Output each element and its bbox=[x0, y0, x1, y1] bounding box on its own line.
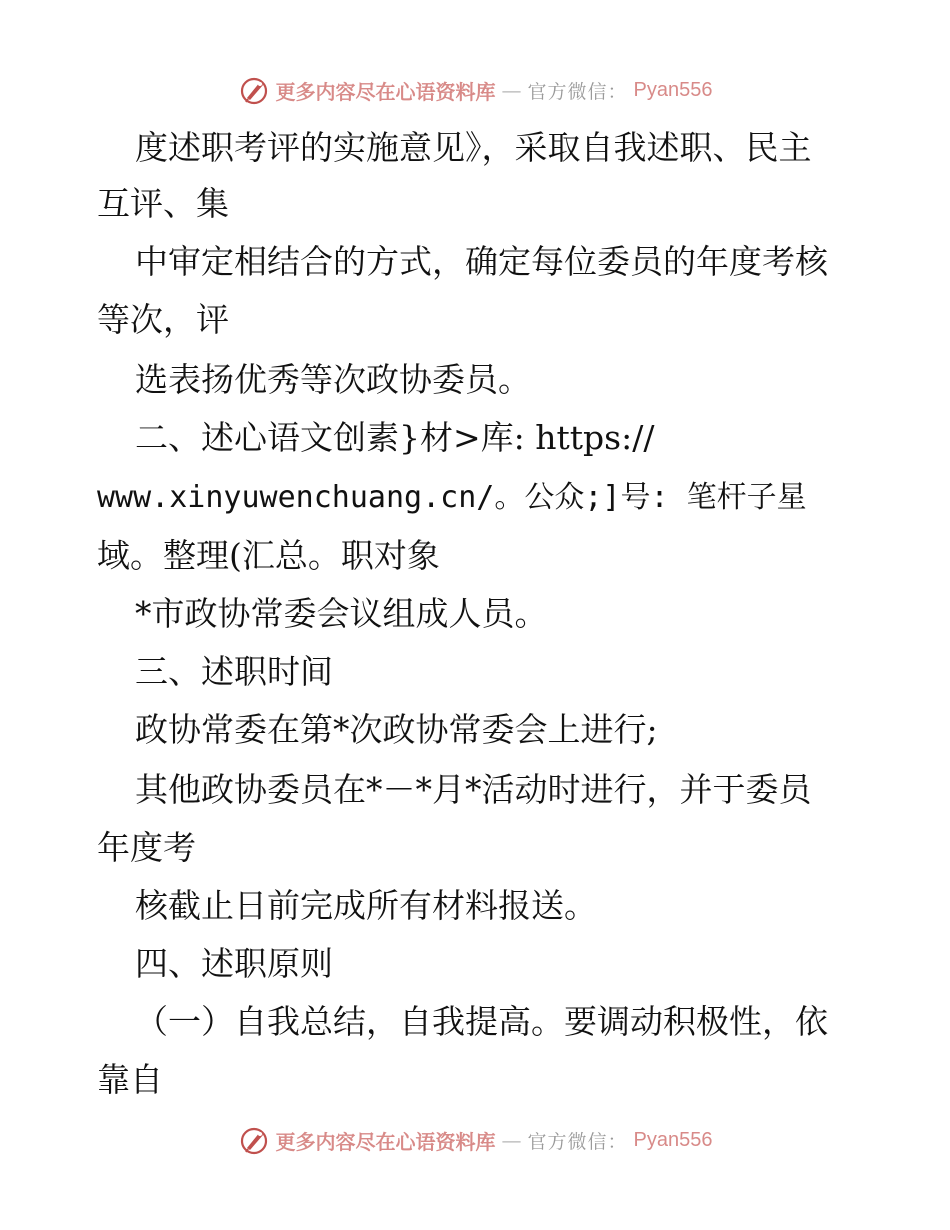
body-line: 选表扬优秀等次政协委员。 bbox=[135, 360, 531, 399]
footer-watermark bbox=[0, 1120, 950, 1160]
header-watermark bbox=[0, 70, 950, 110]
body-line: 中审定相结合的方式，确定每位委员的年度考核 bbox=[135, 242, 828, 281]
watermark-id: Pyan556 bbox=[633, 1128, 713, 1151]
body-line: （一）自我总结，自我提高。要调动积极性，依 bbox=[135, 1002, 828, 1041]
watermark-main-text: 更多内容尽在心语资料库 bbox=[275, 1129, 496, 1154]
body-line: 核截止日前完成所有材料报送。 bbox=[135, 886, 597, 925]
watermark-label: 官方微信： bbox=[527, 1130, 628, 1153]
body-line: 四、述职原则 bbox=[135, 944, 333, 983]
body-line: 政协常委在第*次政协常委会上进行; bbox=[135, 710, 658, 749]
body-line: *市政协常委会议组成人员。 bbox=[135, 594, 548, 633]
body-line: 度述职考评的实施意见》，采取自我述职、民主 bbox=[135, 128, 812, 167]
body-line: 互评、集 bbox=[97, 184, 229, 223]
body-line: 三、述职时间 bbox=[135, 652, 333, 691]
watermark-id: Pyan556 bbox=[633, 78, 713, 101]
watermark-label: 官方微信： bbox=[527, 80, 628, 103]
body-line: 等次，评 bbox=[97, 300, 229, 339]
watermark-separator: — bbox=[501, 1128, 522, 1152]
body-line: 域。整理(汇总。职对象 bbox=[97, 536, 440, 575]
body-line: www.xinyuwenchuang.cn/。公众;]号: 笔杆子星 bbox=[97, 480, 807, 515]
body-line: 靠自 bbox=[97, 1060, 163, 1099]
watermark-main-text: 更多内容尽在心语资料库 bbox=[275, 79, 496, 104]
leaf-pen-logo-icon bbox=[238, 74, 270, 106]
body-line: 其他政协委员在*－*月*活动时进行，并于委员 bbox=[135, 770, 812, 809]
body-line: 二、述心语文创素}材>库: https:// bbox=[135, 418, 655, 457]
watermark-separator: — bbox=[501, 78, 522, 102]
leaf-pen-logo-icon bbox=[238, 1124, 270, 1156]
body-line: 年度考 bbox=[97, 828, 196, 867]
